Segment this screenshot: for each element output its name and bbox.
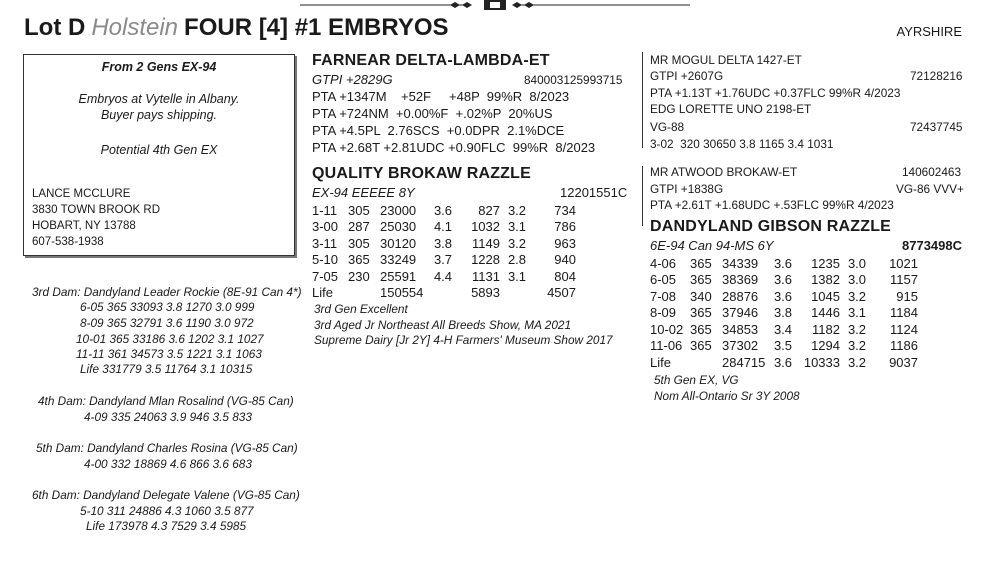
- dam3-record: 10-01 365 33186 3.6 1202 3.1 1027: [76, 332, 264, 346]
- record-cell: 1182: [812, 321, 840, 337]
- record-row: [312, 285, 576, 302]
- sire-pta-line: PTA +2.68T +2.81UDC +0.90FLC 99%R 8/2023: [312, 140, 596, 155]
- dam5-record: 4-00 332 18869 4.6 866 3.6 683: [84, 457, 252, 471]
- record-cell: 1032: [471, 219, 500, 235]
- record-cell: 5-10: [312, 252, 339, 268]
- record-cell: 963: [554, 235, 576, 251]
- record-cell: 1446: [811, 305, 840, 321]
- record-cell: 1186: [890, 338, 918, 354]
- sire-granddam-reg: 72437745: [910, 120, 963, 134]
- record-cell: 1131: [472, 268, 500, 284]
- dam3-record: 11-11 361 34573 3.5 1221 3.1 1063: [76, 347, 262, 361]
- record-row: [650, 255, 918, 272]
- sire-grandsire-reg: 72128216: [910, 69, 963, 83]
- record-cell: 38369: [722, 272, 759, 288]
- granddam-note: Nom All-Ontario Sr 3Y 2008: [654, 389, 800, 403]
- record-row: [650, 338, 918, 355]
- dam-reg: 12201551C: [560, 185, 628, 200]
- record-cell: 7-05: [312, 268, 339, 284]
- record-cell: 827: [478, 202, 500, 218]
- sire-granddam: EDG LORETTE UNO 2198-ET: [650, 102, 812, 116]
- record-cell: [348, 285, 380, 302]
- record-cell: 1157: [890, 272, 918, 288]
- record-cell: 1382: [811, 272, 840, 288]
- record-row: [650, 305, 918, 322]
- record-cell: 3.2: [847, 354, 867, 370]
- granddam-records-table: [650, 255, 918, 371]
- record-row: [650, 272, 918, 289]
- record-cell: 25591: [380, 268, 417, 284]
- record-cell: 365: [348, 252, 370, 268]
- record-cell: 365: [690, 305, 712, 321]
- record-cell: 3.0: [847, 272, 867, 288]
- record-cell: Life: [650, 354, 671, 370]
- consignor-potential: Potential 4th Gen EX: [100, 143, 218, 157]
- record-cell: 340: [690, 288, 712, 304]
- dam-grandsire-gtpi: GTPI +1838G: [650, 182, 724, 196]
- record-cell: 28876: [722, 288, 759, 304]
- record-cell: 10333: [803, 354, 840, 370]
- record-cell: 1021: [889, 255, 918, 271]
- record-cell: 1124: [890, 321, 918, 337]
- dam4-record: 4-09 335 24063 3.9 946 3.5 833: [84, 410, 252, 424]
- record-cell: 3.8: [433, 235, 453, 251]
- record-cell: 3.1: [507, 268, 527, 284]
- dam-grandsire-score: VG-86 VVV+: [896, 182, 964, 196]
- record-cell: [426, 285, 460, 302]
- breed-label: Holstein: [91, 14, 179, 41]
- sire-gtpi: GTPI +2829G: [312, 72, 393, 87]
- sire-name: FARNEAR DELTA-LAMBDA-ET: [312, 52, 550, 69]
- record-cell: 5893: [471, 285, 500, 301]
- record-cell: 4.1: [433, 219, 453, 235]
- record-cell: 34339: [722, 255, 759, 271]
- record-cell: [500, 285, 534, 302]
- record-cell: 365: [690, 321, 712, 337]
- record-cell: 915: [896, 288, 918, 304]
- record-cell: 1-11: [312, 202, 338, 218]
- record-cell: 25030: [380, 219, 417, 235]
- dam6-record: Life 173978 4.3 7529 3.4 5985: [86, 519, 247, 533]
- dam6-record: 5-10 311 24886 4.3 1060 3.5 877: [80, 504, 254, 518]
- dam-score: EX-94 EEEEE 8Y: [312, 185, 415, 200]
- record-row: [312, 202, 576, 219]
- sire-granddam-score: VG-88: [650, 120, 685, 134]
- record-cell: 2.8: [507, 252, 527, 268]
- record-cell: 1294: [811, 338, 840, 354]
- dam-note: Supreme Dairy [Jr 2Y] 4-H Farmers' Museum Show 2017: [314, 333, 613, 347]
- dam3-record: 6-05 365 33093 3.8 1270 3.0 999: [80, 300, 255, 314]
- dam3-title: 3rd Dam: Dandyland Leader Rockie (8E-91 Can 4*): [32, 285, 302, 299]
- record-cell: 3.2: [847, 288, 867, 304]
- dam-granddam-reg: 8773498C: [902, 238, 962, 253]
- record-row: [650, 354, 918, 371]
- dam4-title: 4th Dam: Dandyland Mlan Rosalind (VG-85 Can): [38, 394, 294, 408]
- consignor-note-2: Buyer pays shipping.: [100, 108, 218, 122]
- lot-title: [24, 14, 449, 42]
- sire-granddam-record: 3-02 320 30650 3.8 1165 3.4 1031: [650, 137, 834, 151]
- sire-grandsire-pta: PTA +1.13T +1.76UDC +0.37FLC 99%R 4/2023: [650, 86, 901, 100]
- record-cell: 804: [554, 268, 576, 284]
- record-cell: 786: [554, 219, 576, 235]
- record-row: [312, 219, 576, 236]
- dam-note: 3rd Aged Jr Northeast All Breeds Show, MA 2021: [314, 318, 572, 332]
- dam-grandsire-pta: PTA +2.61T +1.68UDC +.53FLC 99%R 4/2023: [650, 198, 894, 212]
- record-cell: 4-06: [650, 255, 677, 271]
- record-cell: 3.6: [773, 255, 793, 271]
- pedigree-bracket-upper: [642, 52, 643, 148]
- lot-description: FOUR [4] #1 EMBRYOS: [184, 14, 449, 41]
- record-cell: 3.6: [773, 354, 793, 370]
- record-cell: 4.4: [433, 268, 453, 284]
- dam-records-table: [312, 202, 576, 301]
- record-cell: 734: [554, 202, 576, 218]
- record-cell: 3.8: [773, 305, 793, 321]
- sire-pta-line: PTA +4.5PL 2.76SCS +0.0DPR 2.1%DCE: [312, 123, 565, 138]
- dam-granddam-score: 6E-94 Can 94-MS 6Y: [650, 238, 774, 253]
- record-cell: 1228: [471, 252, 500, 268]
- record-cell: 6-05: [650, 272, 677, 288]
- record-row: [650, 321, 918, 338]
- record-cell: 37302: [722, 338, 759, 354]
- record-cell: 23000: [380, 202, 417, 218]
- record-cell: 9037: [889, 354, 918, 370]
- record-row: [312, 252, 576, 269]
- record-cell: 287: [348, 219, 370, 235]
- dam-granddam: DANDYLAND GIBSON RAZZLE: [650, 218, 892, 235]
- record-cell: 150554: [380, 285, 424, 301]
- record-cell: 4507: [547, 285, 576, 301]
- record-cell: 3.2: [847, 321, 867, 337]
- lot-label: Lot D: [24, 14, 86, 41]
- record-cell: 284715: [722, 354, 766, 370]
- record-cell: 365: [690, 255, 712, 271]
- record-cell: 3.6: [773, 288, 793, 304]
- record-cell: 230: [348, 268, 370, 284]
- record-cell: [690, 354, 722, 371]
- dam5-title: 5th Dam: Dandyland Charles Rosina (VG-85 Can): [36, 441, 298, 455]
- record-cell: 3.7: [433, 252, 453, 268]
- record-cell: 1149: [472, 235, 500, 251]
- record-cell: 3.4: [773, 321, 793, 337]
- record-cell: 3.6: [773, 272, 793, 288]
- dam3-record: Life 331779 3.5 11764 3.1 10315: [80, 362, 253, 376]
- sire-grandsire: MR MOGUL DELTA 1427-ET: [650, 53, 802, 67]
- record-cell: 30120: [380, 235, 417, 251]
- record-cell: 365: [690, 338, 712, 354]
- record-cell: 3.2: [847, 338, 867, 354]
- record-cell: 7-08: [650, 288, 677, 304]
- record-cell: 33249: [380, 252, 417, 268]
- sire-pta-line: PTA +724NM +0.00%F +.02%P 20%US: [312, 106, 553, 121]
- dam-name: QUALITY BROKAW RAZZLE: [312, 165, 532, 182]
- sire-pta-line: PTA +1347M +52F +48P 99%R 8/2023: [312, 89, 570, 104]
- record-cell: 37946: [722, 305, 759, 321]
- top-ornament: [300, 0, 690, 10]
- consignor-name: LANCE MCCLURE: [32, 188, 131, 200]
- record-cell: 3.6: [433, 202, 453, 218]
- breed-tag: AYRSHIRE: [896, 24, 962, 39]
- consignor-note-1: Embryos at Vytelle in Albany.: [78, 92, 240, 106]
- record-cell: 305: [348, 235, 370, 251]
- record-cell: 34853: [722, 321, 759, 337]
- record-cell: 3.5: [773, 338, 793, 354]
- record-cell: 8-09: [650, 305, 677, 321]
- pedigree-bracket-lower: [642, 166, 643, 226]
- record-cell: 3.1: [507, 219, 527, 235]
- dam3-record: 8-09 365 32791 3.6 1190 3.0 972: [80, 316, 254, 330]
- granddam-note: 5th Gen EX, VG: [654, 373, 739, 387]
- sire-reg: 840003125993715: [524, 73, 623, 87]
- dam-note: 3rd Gen Excellent: [314, 302, 408, 316]
- record-cell: 1235: [811, 255, 840, 271]
- sire-grandsire-gtpi: GTPI +2607G: [650, 69, 724, 83]
- record-cell: 3.2: [507, 202, 527, 218]
- record-cell: 3.2: [507, 235, 527, 251]
- record-cell: Life: [312, 285, 333, 301]
- record-cell: 10-02: [650, 321, 684, 337]
- dam6-title: 6th Dam: Dandyland Delegate Valene (VG-85 Can): [32, 488, 300, 502]
- consignor-box: [23, 54, 295, 256]
- dam-grandsire-reg: 140602463: [902, 165, 962, 179]
- record-cell: 1045: [811, 288, 840, 304]
- dam-grandsire: MR ATWOOD BROKAW-ET: [650, 165, 798, 179]
- record-cell: 3.1: [847, 305, 867, 321]
- record-cell: 305: [348, 202, 370, 218]
- record-cell: 3-11: [312, 235, 338, 251]
- record-cell: 11-06: [650, 338, 683, 354]
- record-cell: 1184: [890, 305, 918, 321]
- record-cell: 940: [554, 252, 576, 268]
- record-cell: 365: [690, 272, 712, 288]
- record-cell: 3.0: [847, 255, 867, 271]
- consignor-street: 3830 TOWN BROOK RD: [32, 204, 161, 216]
- record-cell: 3-00: [312, 219, 339, 235]
- consignor-city: HOBART, NY 13788: [32, 220, 136, 232]
- record-row: [312, 235, 576, 252]
- consignor-headline: From 2 Gens EX-94: [101, 60, 217, 74]
- record-row: [312, 268, 576, 285]
- consignor-phone: 607-538-1938: [32, 236, 104, 248]
- record-row: [650, 288, 918, 305]
